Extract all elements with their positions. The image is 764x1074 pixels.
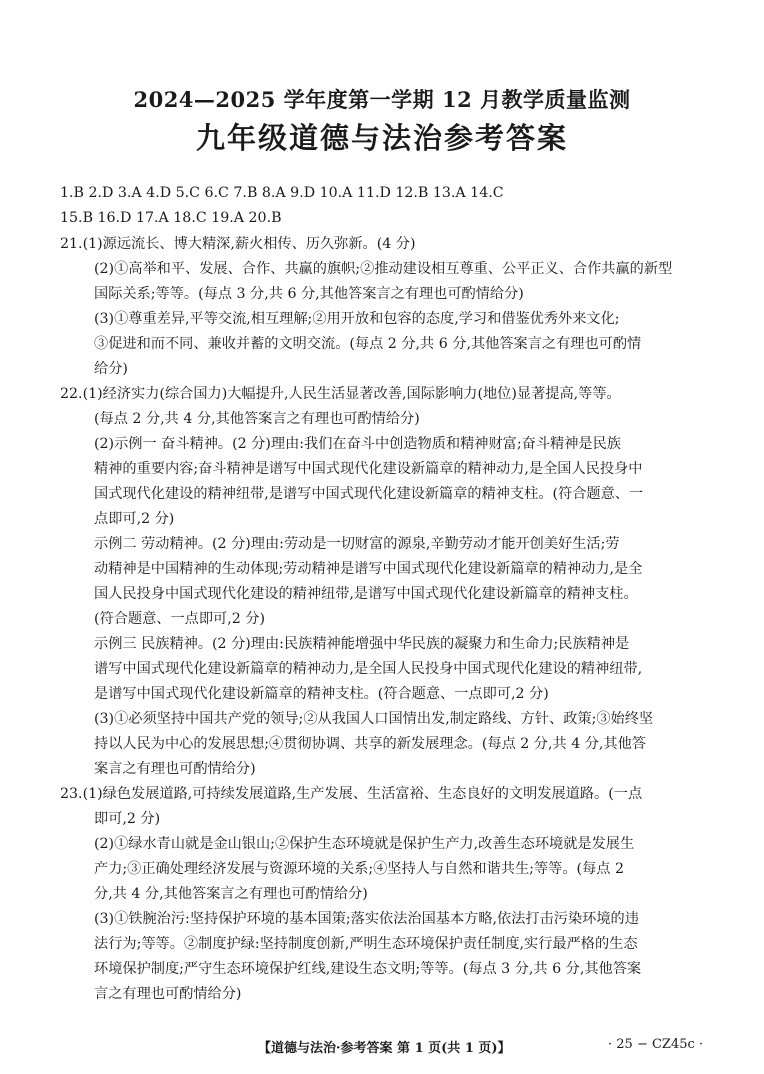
footer-page-info: 【道德与法治·参考答案 第 1 页(共 1 页)】: [258, 1041, 511, 1056]
q23-line: 言之有理也可酌情给分): [94, 986, 242, 1002]
q23-line: (2)①绿水青山就是金山银山;②保护生态环境就是保护生产力,改善生态环境就是发展生: [94, 836, 635, 852]
q22-line: 谱写中国式现代化建设新篇章的精神动力,是全国人民投身中国式现代化建设的精神纽带,: [94, 661, 643, 677]
q22-line: 是谱写中国式现代化建设新篇章的精神支柱。(符合题意、一点即可,2 分): [94, 686, 549, 702]
q23-line: (3)①铁腕治污:坚持保护环境的基本国策;落实依法治国基本方略,依法打击污染环境的违: [94, 911, 639, 927]
q21-line: (3)①尊重差异,平等交流,相互理解;②用开放和包容的态度,学习和借鉴优秀外来文化;: [94, 311, 620, 327]
q23-line: 环境保护制度;严守生态环境保护红线,建设生态文明;等等。(每点 3 分,共 6 分,其他答案: [94, 961, 642, 977]
q22-line: 国人民投身中国式现代化建设的精神纽带,是谱写中国式现代化建设新篇章的精神支柱。: [94, 586, 638, 602]
choice-answers-row-1: 1.B 2.D 3.A 4.D 5.C 6.C 7.B 8.A 9.D 10.A 11.D 12.B 13.A 14.C: [60, 185, 504, 201]
q22-line: 示例三 民族精神。(2 分)理由:民族精神能增强中华民族的凝聚力和生命力;民族精神是: [94, 636, 630, 652]
exam-title: 2024—2025 学年度第一学期 12 月教学质量监测: [133, 87, 631, 112]
q23-line: 分,共 4 分,其他答案言之有理也可酌情给分): [94, 886, 368, 902]
q21-line: ③促进和而不同、兼收并蓄的文明交流。(每点 2 分,共 6 分,其他答案言之有理也可酌情: [94, 336, 642, 352]
q22-line: 示例二 劳动精神。(2 分)理由:劳动是一切财富的源泉,辛勤劳动才能开创美好生活;劳: [94, 536, 620, 552]
q22-line: 点即可,2 分): [94, 511, 175, 527]
q23-line: 23.(1)绿色发展道路,可持续发展道路,生产发展、生活富裕、生态良好的文明发展道路。(一点: [60, 786, 643, 802]
q22-line: 持以人民为中心的发展思想;④贯彻协调、共享的新发展理念。(每点 2 分,共 4 分,其他答: [94, 736, 646, 752]
q23-line: 即可,2 分): [94, 811, 161, 827]
answer-key-title: 九年级道德与法治参考答案: [195, 121, 568, 155]
q22-line: (符合题意、一点即可,2 分): [94, 611, 265, 627]
q23-line: 法行为;等等。②制度护绿:坚持制度创新,严明生态环境保护责任制度,实行最严格的生态: [94, 936, 638, 952]
q22-line: (2)示例一 奋斗精神。(2 分)理由:我们在奋斗中创造物质和精神财富;奋斗精神是民族: [94, 436, 621, 452]
q23-line: 产力;③正确处理经济发展与资源环境的关系;④坚持人与自然和谐共生;等等。(每点 2: [94, 861, 624, 877]
q21-line: (2)①高举和平、发展、合作、共赢的旗帜;②推动建设相互尊重、公平正义、合作共赢的新型: [94, 261, 673, 277]
q22-line: 动精神是中国精神的生动体现;劳动精神是谱写中国式现代化建设新篇章的精神动力,是全: [94, 561, 643, 577]
q21-line: 21.(1)源远流长、博大精深,薪火相传、历久弥新。(4 分): [60, 236, 416, 252]
choice-answers-row-2: 15.B 16.D 17.A 18.C 19.A 20.B: [60, 210, 282, 226]
q22-line: (3)①必须坚持中国共产党的领导;②从我国人口国情出发,制定路线、方针、政策;③始终坚: [94, 711, 654, 727]
q22-line: 精神的重要内容;奋斗精神是谱写中国式现代化建设新篇章的精神动力,是全国人民投身中: [94, 461, 643, 477]
footer-code: · 25 − CZ45c ·: [608, 1037, 704, 1052]
q21-line: 给分): [94, 361, 128, 377]
q22-line: 国式现代化建设的精神纽带,是谱写中国式现代化建设新篇章的精神支柱。(符合题意、一: [94, 486, 644, 502]
q21-line: 国际关系;等等。(每点 3 分,共 6 分,其他答案言之有理也可酌情给分): [94, 286, 524, 302]
q22-line: (每点 2 分,共 4 分,其他答案言之有理也可酌情给分): [94, 411, 420, 427]
q22-line: 案言之有理也可酌情给分): [94, 761, 256, 777]
q22-line: 22.(1)经济实力(综合国力)大幅提升,人民生活显著改善,国际影响力(地位)显著提高,等等。: [60, 386, 621, 402]
